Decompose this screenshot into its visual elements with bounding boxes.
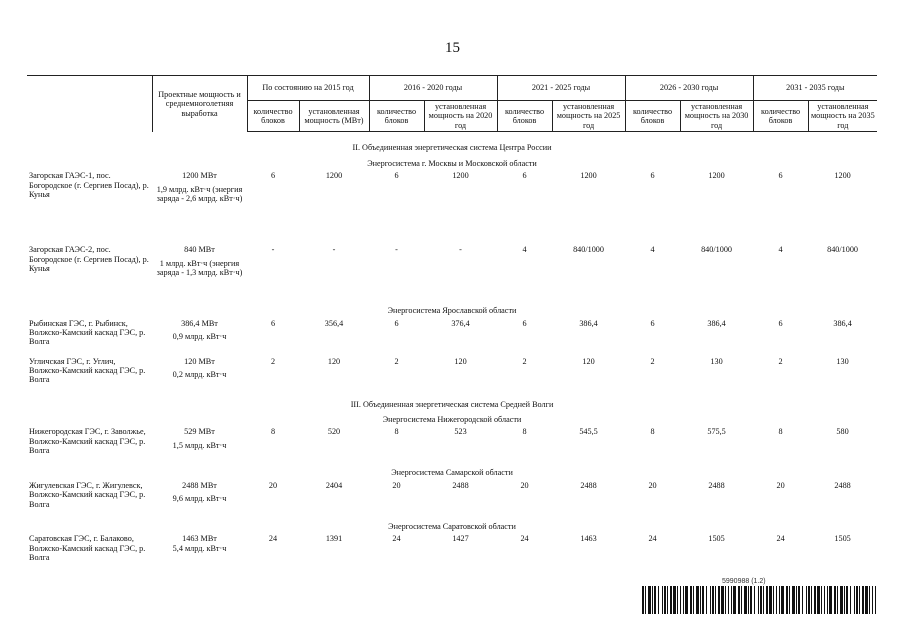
barcode-stripe <box>670 586 672 614</box>
barcode-stripe <box>728 586 729 614</box>
value-cell: 8 <box>778 427 783 437</box>
barcode-stripe <box>773 586 774 614</box>
barcode-stripe <box>642 586 644 614</box>
hydro-plants-table-wrap <box>27 75 877 572</box>
value-cell: 840/1000 <box>573 245 604 255</box>
barcode-stripe <box>776 586 777 614</box>
value-cell: 6 <box>394 171 399 181</box>
value-cell: 1427 <box>452 534 469 544</box>
subsection-row <box>27 519 877 534</box>
header-period-2031-2035: 2031 - 2035 годы <box>753 76 877 101</box>
barcode-stripe <box>829 586 832 614</box>
header-capacity-2035: установленная мощность на 2035 год <box>808 101 877 132</box>
value-cell: 2 <box>394 356 399 366</box>
barcode-stripe <box>840 586 843 614</box>
value-cell: 2 <box>270 356 276 366</box>
section-row <box>27 140 877 155</box>
value-cell: 20 <box>392 480 401 490</box>
value-cell: 6 <box>778 318 783 328</box>
project-output: 9,6 млрд. кВт·ч <box>172 494 227 504</box>
value-cell: 1391 <box>325 534 343 544</box>
barcode-stripe <box>827 586 828 614</box>
barcode-stripe <box>769 586 772 614</box>
value-cell: 20 <box>776 480 785 490</box>
plant-name: Загорская ГАЭС-1, пос. Богородское (г. Сергиев Посад), р. Кунья <box>29 171 149 199</box>
barcode-stripe <box>645 586 646 614</box>
barcode-stripe <box>865 586 868 614</box>
subsection-row <box>27 412 877 427</box>
value-cell: 130 <box>710 356 723 366</box>
value-cell: 120 <box>327 356 341 366</box>
header-capacity-2020: установленная мощность на 2020 год <box>424 101 497 132</box>
project-cell <box>152 319 247 357</box>
barcode-stripe <box>862 586 864 614</box>
barcode-stripe <box>844 586 845 614</box>
table-row <box>27 427 877 465</box>
project-output: 1,5 млрд. кВт·ч <box>172 440 227 450</box>
barcode-stripe <box>789 586 790 614</box>
barcode-stripe <box>683 586 684 614</box>
value-cell: 24 <box>268 534 278 544</box>
header-units-2015: количество блоков <box>247 101 299 132</box>
project-power: 529 МВт <box>184 427 215 437</box>
value-cell: 6 <box>270 318 276 328</box>
plant-name: Саратовская ГЭС, г. Балаково, Волжско-Камский каскад ГЭС, р. Волга <box>29 534 146 563</box>
barcode-stripe <box>712 586 714 614</box>
value-cell: 2488 <box>708 480 725 490</box>
header-units-2025: количество блоков <box>497 101 552 132</box>
value-cell: 2 <box>778 356 783 366</box>
value-cell: 575,5 <box>707 427 726 437</box>
project-output: 1,9 млрд. кВт·ч (энергия заряда - 2,6 млрд. кВт·ч) <box>156 184 243 203</box>
value-cell: 8 <box>650 427 655 437</box>
barcode-stripe <box>796 586 797 614</box>
barcode-stripe <box>721 586 724 614</box>
value-cell: 24 <box>648 534 657 544</box>
value-cell: 6 <box>650 171 655 181</box>
barcode-stripe <box>696 586 699 614</box>
value-cell: 2 <box>522 356 527 366</box>
barcode-stripe <box>700 586 701 614</box>
value-cell: 4 <box>650 245 655 255</box>
value-cell: 4 <box>522 245 527 255</box>
barcode-stripe <box>821 586 822 614</box>
barcode-stripe <box>725 586 726 614</box>
barcode-stripe <box>846 586 848 614</box>
subsection-row <box>27 156 877 171</box>
barcode-stripe <box>664 586 666 614</box>
header-capacity-2030: установленная мощность на 2030 год <box>680 101 753 132</box>
project-power: 1200 МВт <box>182 171 217 181</box>
header-units-2030: количество блоков <box>625 101 680 132</box>
value-cell: 840/1000 <box>827 245 859 255</box>
value-cell: 2488 <box>580 480 597 490</box>
value-cell: - <box>271 245 275 255</box>
barcode-stripe <box>760 586 762 614</box>
barcode-stripe <box>677 586 678 614</box>
header-capacity-2015: установленная мощность (МВт) <box>299 101 369 132</box>
value-cell: 2488 <box>452 480 469 490</box>
value-cell: 356,4 <box>324 318 344 328</box>
barcode-stripe <box>766 586 768 614</box>
subsection-heading: Энергосистема Саратовской области <box>388 521 516 531</box>
barcode-stripe <box>798 586 800 614</box>
barcode-stripe <box>802 586 803 614</box>
barcode-stripe <box>750 586 752 614</box>
value-cell: 24 <box>392 534 401 544</box>
value-cell: 6 <box>522 318 527 328</box>
barcode-icon <box>642 586 876 614</box>
header-period-2015: По состоянию на 2015 год <box>247 76 369 101</box>
barcode-stripe <box>792 586 795 614</box>
barcode-stripe <box>741 586 742 614</box>
barcode-stripe <box>706 586 707 614</box>
table-row <box>27 171 877 245</box>
value-cell: 840/1000 <box>701 245 733 255</box>
header-period-2016-2020: 2016 - 2020 годы <box>369 76 497 101</box>
value-cell: 6 <box>778 171 783 181</box>
value-cell: 1200 <box>452 171 469 181</box>
value-cell: 130 <box>836 356 849 366</box>
value-cell: 20 <box>268 480 278 490</box>
value-cell: 386,4 <box>833 318 852 328</box>
barcode-stripe <box>824 586 825 614</box>
value-cell: 6 <box>270 171 276 181</box>
barcode-stripe <box>786 586 788 614</box>
value-cell: 1505 <box>834 534 851 544</box>
value-cell: - <box>332 245 336 255</box>
value-cell: 1200 <box>834 171 851 181</box>
barcode-stripe <box>667 586 668 614</box>
barcode-stripe <box>690 586 692 614</box>
value-cell: 6 <box>394 318 399 328</box>
project-power: 120 МВт <box>184 356 215 366</box>
value-cell: 1505 <box>708 534 725 544</box>
value-cell: 1200 <box>580 171 597 181</box>
barcode-stripe <box>754 586 755 614</box>
page-number: 15 <box>445 40 460 56</box>
value-cell: 545,5 <box>579 427 598 437</box>
value-cell: 20 <box>648 480 657 490</box>
subsection-heading: Энергосистема Ярославской области <box>387 306 517 316</box>
barcode-stripe <box>662 586 663 614</box>
barcode-stripe <box>808 586 810 614</box>
project-cell <box>152 245 247 303</box>
header-period-2021-2025: 2021 - 2025 годы <box>497 76 625 101</box>
plant-name: Рыбинская ГЭС, г. Рыбинск, Волжско-Камский каскад ГЭС, р. Волга <box>29 318 146 347</box>
project-power: 840 МВт <box>184 245 215 255</box>
barcode-stripe <box>744 586 747 614</box>
barcode-stripe <box>702 586 704 614</box>
barcode-stripe <box>856 586 858 614</box>
value-cell: 2488 <box>834 480 851 490</box>
project-power: 2488 МВт <box>182 480 217 490</box>
value-cell: 6 <box>650 318 655 328</box>
barcode-stripe <box>673 586 676 614</box>
table-row <box>27 245 877 303</box>
value-cell: 2 <box>650 356 655 366</box>
value-cell: 8 <box>522 427 527 437</box>
value-cell: 4 <box>778 245 783 255</box>
project-cell <box>152 534 247 572</box>
value-cell: 376,4 <box>451 318 470 328</box>
header-period-2026-2030: 2026 - 2030 годы <box>625 76 753 101</box>
value-cell: 120 <box>454 356 467 366</box>
barcode-stripe <box>854 586 855 614</box>
section-heading: II. Объединенная энергетическая система Центра России <box>352 143 552 153</box>
barcode-stripe <box>859 586 860 614</box>
value-cell: 6 <box>522 171 527 181</box>
table-row <box>27 357 877 397</box>
barcode-stripe <box>814 586 816 614</box>
table-row <box>27 534 877 572</box>
value-cell: - <box>459 245 462 255</box>
barcode-stripe <box>748 586 749 614</box>
project-cell <box>152 481 247 519</box>
subsection-heading: Энергосистема Нижегородской области <box>382 414 522 424</box>
value-cell: 386,4 <box>579 318 598 328</box>
value-cell: 24 <box>776 534 785 544</box>
project-cell <box>152 427 247 465</box>
barcode-stripe <box>779 586 780 614</box>
header-units-2020: количество блоков <box>369 101 424 132</box>
subsection-heading: Энергосистема Самарской области <box>391 468 513 478</box>
project-output: 0,9 млрд. кВт·ч <box>172 331 227 341</box>
barcode-stripe <box>817 586 820 614</box>
barcode-stripe <box>685 586 688 614</box>
table-row <box>27 481 877 519</box>
barcode-stripe <box>781 586 784 614</box>
header-name-col <box>27 76 152 132</box>
hydro-plants-table <box>27 75 877 572</box>
header-capacity-2025: установленная мощность на 2025 год <box>552 101 625 132</box>
barcode-stripe <box>658 586 659 614</box>
section-row <box>27 397 877 412</box>
project-output: 5,4 млрд. кВт·ч <box>172 543 227 553</box>
header-units-2035: количество блоков <box>753 101 808 132</box>
value-cell: 8 <box>270 427 276 437</box>
value-cell: 520 <box>327 427 341 437</box>
barcode-label: 5990988 (1.2) <box>722 578 766 585</box>
value-cell: 120 <box>582 356 595 366</box>
plant-name: Жигулевская ГЭС, г. Жигулевск, Волжско-Камский каскад ГЭС, р. Волга <box>29 480 146 509</box>
barcode-stripe <box>654 586 656 614</box>
table-row <box>27 319 877 357</box>
barcode-stripe <box>693 586 694 614</box>
project-output: 1 млрд. кВт·ч (энергия заряда - 1,3 млрд. кВт·ч) <box>156 258 243 277</box>
barcode-stripe <box>850 586 851 614</box>
table-body <box>27 132 877 572</box>
barcode-stripe <box>718 586 720 614</box>
plant-name: Угличская ГЭС, г. Углич, Волжско-Камский каскад ГЭС, р. Волга <box>29 356 146 385</box>
barcode-stripe <box>875 586 876 614</box>
value-cell: 1463 <box>580 534 597 544</box>
project-power: 386,4 МВт <box>181 318 218 328</box>
subsection-row <box>27 303 877 318</box>
barcode-stripe <box>715 586 716 614</box>
value-cell: 1200 <box>325 171 343 181</box>
value-cell: 2404 <box>325 480 343 490</box>
plant-name: Нижегородская ГЭС, г. Заволжье, Волжско-Камский каскад ГЭС, р. Волга <box>29 427 146 456</box>
barcode-stripe <box>680 586 681 614</box>
value-cell: 8 <box>394 427 399 437</box>
table-header <box>27 76 877 132</box>
barcode-stripe <box>763 586 764 614</box>
barcode-stripe <box>811 586 812 614</box>
value-cell: 20 <box>520 480 529 490</box>
subsection-heading: Энергосистема г. Москвы и Московской области <box>367 158 537 168</box>
barcode-stripe <box>648 586 651 614</box>
barcode-stripe <box>806 586 807 614</box>
value-cell: 523 <box>454 427 467 437</box>
value-cell: 1200 <box>708 171 725 181</box>
header-project-col: Проектные мощность и среднемноголетняя выработка <box>152 76 247 132</box>
subsection-row <box>27 465 877 480</box>
value-cell: 24 <box>520 534 529 544</box>
barcode-stripe <box>733 586 736 614</box>
barcode-stripe <box>758 586 759 614</box>
project-output: 0,2 млрд. кВт·ч <box>172 369 227 379</box>
barcode-stripe <box>738 586 740 614</box>
value-cell: - <box>395 245 398 255</box>
value-cell: 386,4 <box>707 318 726 328</box>
barcode-stripe <box>834 586 836 614</box>
barcode-stripe <box>652 586 653 614</box>
project-cell <box>152 357 247 397</box>
barcode-stripe <box>710 586 711 614</box>
plant-name: Загорская ГАЭС-2, пос. Богородское (г. Сергиев Посад), р. Кунья <box>29 245 149 273</box>
barcode-stripe <box>837 586 838 614</box>
barcode-stripe <box>731 586 732 614</box>
section-heading: III. Объединенная энергетическая система Средней Волги <box>350 399 554 409</box>
project-cell <box>152 171 247 245</box>
value-cell: 580 <box>836 427 849 437</box>
barcode-stripe <box>872 586 873 614</box>
project-power: 1463 МВт <box>182 534 217 544</box>
barcode-stripe <box>869 586 870 614</box>
